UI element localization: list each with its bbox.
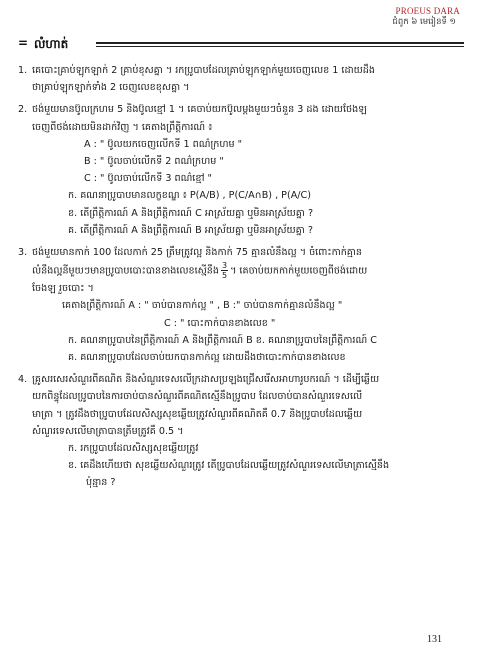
page-number: 131 xyxy=(427,634,442,645)
sub-question-continuation: ប៉ុន្មាន ? xyxy=(86,477,116,489)
brand-label: PROEUS DARA xyxy=(395,6,460,16)
question-number: 1. xyxy=(18,65,28,76)
question-text-line: មាត្រា ។ ត្រូវដឹងថាប្រូបាបដែលសិស្សសុខឆ្លើយត្រូវសំណួរពីគណិតគឺ 0.7 និងប្រូបាបដែលឆ្លើយ xyxy=(32,408,363,420)
event-definition: C : " ប៊ូលចាប់លើកទី 3 ពណ៌ខ្មៅ " xyxy=(84,173,212,185)
question-4 xyxy=(18,371,462,491)
question-1 xyxy=(18,62,462,96)
question-text-segment: លំនឹងល្អនីមួយៗមានប្រូបាបបោះបានខាងលេខស្មើនឹង xyxy=(32,265,219,277)
section-heading xyxy=(18,36,464,52)
fraction-denominator: 5 xyxy=(221,271,228,281)
event-definition: C : " បោះកាក់បានខាងលេខ " xyxy=(164,317,276,329)
chapter-label: ជំពូក ៦ មេរៀនទី ១ xyxy=(392,17,456,27)
question-text-line: គេបោះគ្រាប់ឡុកឡាក់ 2 គ្រាប់ខុសគ្នា ។ រកប្រូបាបដែលគ្រាប់ឡុកឡាក់មួយចេញលេខ 1 ដោយដឹង xyxy=(32,65,375,76)
fraction xyxy=(221,261,228,280)
question-text-segment: ។ គេចាប់យកកាក់មួយចេញពីថង់ដោយ xyxy=(230,265,368,277)
event-definition: គេតាងព្រឹត្តិការណ៍ A : " ចាប់បានកាក់ល្អ " , B :" ចាប់បានកាក់គ្មានលំនឹងល្អ " xyxy=(62,300,343,312)
question-number: 3. xyxy=(18,247,28,259)
question-text-line: យកពិន្ទុដែលប្រូបាបនៃការចាប់បានសំណួរពីគណិតស្មើនឹងប្រូបាប ដែលចាប់បានសំណួរទេសលើ xyxy=(32,391,363,403)
question-text-line: ចេញពីថង់ដោយមិនដាក់វិញ ។ គេតាងព្រឹត្តិការណ៍ ៖ xyxy=(32,121,213,133)
question-text-line: ថាគ្រាប់ឡុកឡាក់ទាំង 2 ចេញលេខខុសគ្នា ។ xyxy=(32,82,190,94)
question-3 xyxy=(18,244,462,366)
section-marker: = xyxy=(18,36,29,50)
question-number: 4. xyxy=(18,374,28,386)
sub-question: ក. រកប្រូបាបដែលសិស្សសុខឆ្លើយត្រូវ xyxy=(68,443,199,455)
question-text-line: ថង់មួយមានប៊ូលក្រហម 5 និងប៊ូលខ្មៅ 1 ។ គេចាប់យកប៊ូលម្ដងមួយៗចំនួន 3 ដង ដោយថែងឡ xyxy=(32,104,367,116)
sub-question: គ. តើព្រឹត្តិការណ៍ A និងព្រឹត្តិការណ៍ B អាស្រ័យគ្នា ឬមិនអាស្រ័យគ្នា ? xyxy=(68,224,313,236)
section-title: លំហាត់ xyxy=(34,37,69,51)
sub-question: គ. គណនាប្រូបាបដែលចាប់យកបានកាក់ល្អ ដោយដឹងថាបោះកាក់បានខាងលេខ xyxy=(68,352,346,364)
sub-question: ក. គណនាប្រូបាបនៃព្រឹត្តិការណ៍ A និងព្រឹត្តិការណ៍ B ខ. គណនាប្រូបាបនៃព្រឹត្តិការណ៍ C xyxy=(68,334,377,346)
sub-question: ខ. គេដឹងហើយថា សុខឆ្លើយសំណួរត្រូវ តើប្រូបាបដែលឆ្លើយត្រូវសំណួរទេសលើមាត្រាស្មើនឹង xyxy=(68,460,390,472)
question-2 xyxy=(18,101,462,239)
event-definition: B : " ប៊ូលចាប់លើកទី 2 ពណ៌ក្រហម " xyxy=(84,156,224,168)
section-rule xyxy=(96,42,464,47)
exercise-list xyxy=(18,62,462,497)
question-text-line: សំណួរទេសលើមាត្រាបានត្រឹមត្រូវគឺ 0.5 ។ xyxy=(32,425,184,437)
question-text-line: ចែងឡ រួចបោះ ។ xyxy=(32,283,94,295)
sub-question: ខ. តើព្រឹត្តិការណ៍ A និងព្រឹត្តិការណ៍ C អាស្រ័យគ្នា ឬមិនអាស្រ័យគ្នា ? xyxy=(68,207,314,219)
sub-question: ក. គណនាប្រូបាបមានលក្ខខណ្ឌ ៖ P(A/B) , P(C/A∩B) , P(A/C) xyxy=(68,190,311,202)
fraction-numerator: 3 xyxy=(221,261,228,271)
question-text-line-with-fraction xyxy=(32,261,462,280)
question-text-line: ថង់មួយមានកាក់ 100 ដែលកាក់ 25 ត្រឹមត្រូវល្អ និងកាក់ 75 គ្មានលំនឹងល្អ ។ ចំពោះកាក់គ្មាន xyxy=(32,247,363,259)
question-number: 2. xyxy=(18,104,28,116)
question-text-line: គ្រូសរសេរសំណួរពីគណិត និងសំណួរទេសលើក្រដាសប្រឡងជ្រើសរើសអាហារូបករណ៍ ។ ដើម្បីឆ្លើយ xyxy=(32,374,380,386)
event-definition: A : " ប៊ូលយកចេញលើកទី 1 ពណ៌ក្រហម " xyxy=(84,138,243,150)
